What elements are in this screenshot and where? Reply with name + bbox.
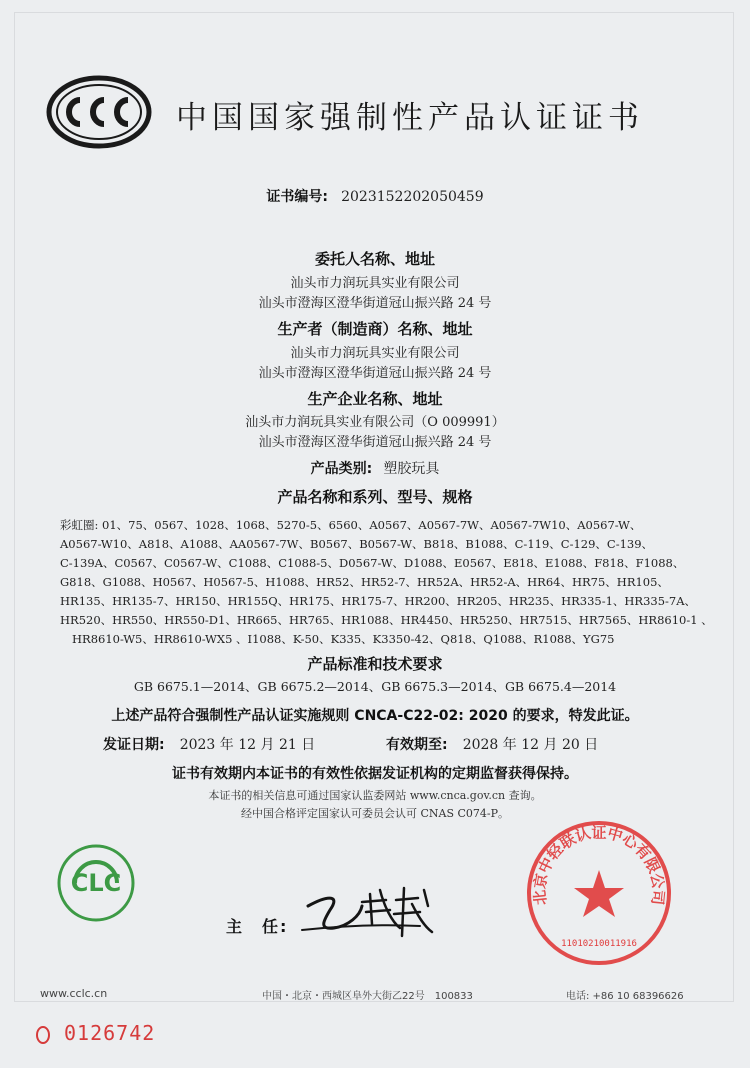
models-heading: 产品名称和系列、型号、规格	[277, 488, 473, 506]
models-line: HR520、HR550、HR550-D1、HR665、HR765、HR1088、HR4450、HR5250、HR7515、HR7565、HR8610-1 、	[60, 613, 713, 627]
director-label: 主 任:	[226, 917, 289, 936]
ccc-logo	[46, 74, 152, 150]
note-cnas: 经中国合格评定国家认可委员会认可 CNAS C074-P。	[240, 807, 510, 820]
expiry-date-label: 有效期至:	[386, 737, 448, 753]
serial-prefix-mark	[36, 1026, 50, 1044]
svg-text:CCC: CCC	[97, 148, 101, 149]
manufacturer-name: 汕头市力润玩具实业有限公司	[290, 346, 460, 361]
serial-number	[36, 1021, 155, 1045]
models-list	[60, 516, 713, 649]
applicant-name: 汕头市力润玩具实业有限公司	[290, 276, 460, 291]
footer-website: www.cclc.cn	[40, 987, 108, 1000]
manufacturer-heading: 生产者（制造商）名称、地址	[277, 320, 473, 338]
expiry-date-row	[386, 734, 598, 754]
issue-date-row	[103, 734, 315, 754]
manufacturer-address: 汕头市澄海区澄华街道冠山振兴路 24 号	[258, 366, 492, 381]
models-line: 彩虹圈: 01、75、0567、1028、1068、5270-5、6560、A0567、A0567-7W、A0567-7W10、A0567-W、	[60, 518, 642, 532]
director-signature	[300, 876, 440, 946]
models-line: G818、G1088、H0567、H0567-5、H1088、HR52、HR52-7、HR52A、HR52-A、HR64、HR75、HR105、	[60, 575, 669, 589]
official-seal	[524, 818, 674, 968]
cert-number-label: 证书编号:	[266, 189, 328, 205]
factory-address: 汕头市澄海区澄华街道冠山振兴路 24 号	[258, 435, 492, 450]
serial-value: 0126742	[64, 1021, 156, 1045]
models-line: HR8610-W5、HR8610-WX5 、I1088、K-50、K335、K3350-42、Q818、Q1088、R1088、YG75	[72, 632, 615, 646]
models-line: A0567-W10、A818、A1088、AA0567-7W、B0567、B0567-W、B818、B1088、C-119、C-129、C-139、	[60, 537, 654, 551]
cert-number-row	[0, 186, 750, 206]
note-website: 本证书的相关信息可通过国家认监委网站 www.cnca.gov.cn 查询。	[208, 789, 542, 802]
applicant-address: 汕头市澄海区澄华街道冠山振兴路 24 号	[258, 296, 492, 311]
standards-value: GB 6675.1—2014、GB 6675.2—2014、GB 6675.3—2014、GB 6675.4—2014	[133, 679, 617, 694]
expiry-date-value: 2028 年 12 月 20 日	[462, 737, 599, 753]
svg-text:北京中轻联认证中心有限公司: 北京中轻联认证中心有限公司	[530, 823, 668, 906]
category-value: 塑胶玩具	[383, 461, 440, 477]
standards-heading: 产品标准和技术要求	[307, 655, 443, 673]
clc-logo	[55, 842, 137, 924]
factory-name: 汕头市力润玩具实业有限公司（O 009991）	[245, 415, 505, 430]
applicant-heading: 委托人名称、地址	[314, 250, 435, 268]
issue-date-label: 发证日期:	[103, 737, 165, 753]
footer-phone: 电话: +86 10 68396626	[566, 991, 684, 1002]
validity-note: 证书有效期内本证书的有效性依据发证机构的定期监督获得保持。	[172, 766, 578, 782]
svg-text:CLC: CLC	[70, 869, 122, 897]
compliance-statement: 上述产品符合强制性产品认证实施规则 CNCA-C22-02: 2020 的要求，特发此证。	[111, 708, 639, 724]
models-line: HR135、HR135-7、HR150、HR155Q、HR175、HR175-7、HR200、HR205、HR235、HR335-1、HR335-7A、	[60, 594, 697, 608]
models-line: C-139A、C0567、C0567-W、C1088、C1088-5、D0567-W、D1088、E0567、E818、E1088、F818、F1088、	[60, 556, 685, 570]
category-row	[0, 458, 750, 478]
svg-text:11010210011916: 11010210011916	[561, 939, 637, 949]
factory-heading: 生产企业名称、地址	[307, 390, 443, 408]
certificate-title: 中国国家强制性产品认证证书	[176, 100, 644, 136]
category-label: 产品类别:	[310, 461, 373, 477]
cert-number-value: 2023152202050459	[341, 189, 484, 205]
footer-address: 中国・北京・西城区阜外大街乙22号 100833	[262, 991, 473, 1002]
issue-date-value: 2023 年 12 月 21 日	[179, 737, 316, 753]
